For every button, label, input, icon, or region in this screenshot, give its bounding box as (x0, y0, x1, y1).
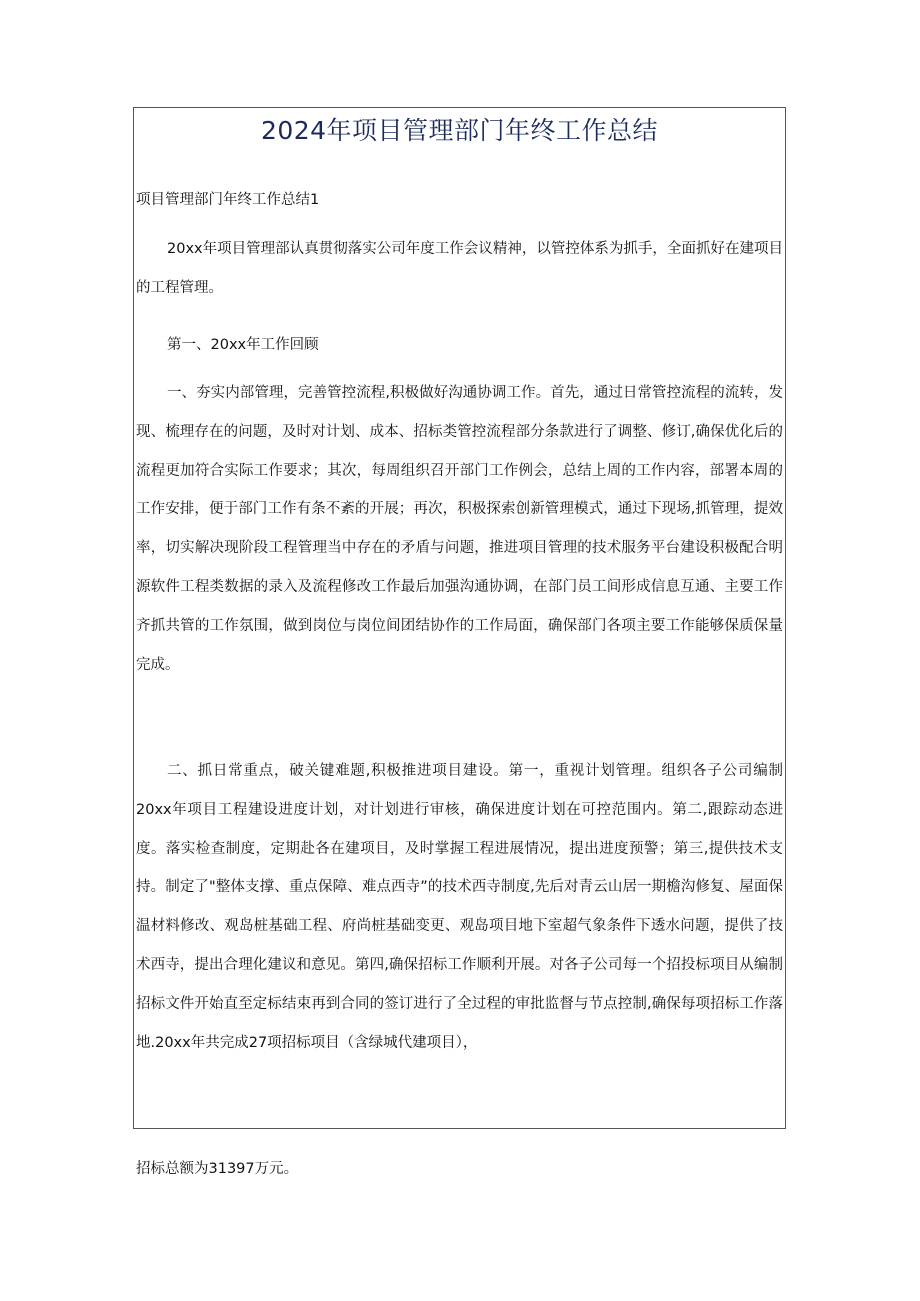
paragraph-project-construction: 二、抓日常重点，破关键难题,积极推进项目建设。第一，重视计划管理。组织各子公司编制20xx年项目工程建设进度计划，对计划进行审核，确保进度计划在可控范围内。第二,跟踪动态进度。落实检查制度，定期赴各在建项目，及时掌握工程进展情况，提出进度预警；第三,提供技术支持。制定了"整体支撑、重点保障、难点西寺”的技术西寺制度,先后对青云山居一期檐沟修复、屋面保温材料修改、观岛桩基础工程、府尚桩基础变更、观岛项目地下室超气象条件下透水问题，提供了技术西寺，提出合理化建议和意见。第四,确保招标工作顺利开展。对各子公司每一个招投标项目从编制招标文件开始直至定标结束再到合同的签订进行了全过程的审批监督与节点控制,确保每项招标工作落地.20xx年共完成27项招标项目（含绿城代建项目）， (136, 763, 783, 1051)
paragraph-internal-management: 一、夯实内部管理，完善管控流程,积极做好沟通协调工作。首先，通过日常管控流程的流转，发现、梳理存在的问题，及时对计划、成本、招标类管控流程部分条款进行了调整、修订,确保优化后的流程更加符合实际工作要求；其次，每周组织召开部门工作例会，总结上周的工作内容，部署本周的工作安排，便于部门工作有条不紊的开展；再次，积极探索创新管理模式，通过下现场,抓管理，提效率，切实解决现阶段工程管理当中存在的矛盾与问题，推进项目管理的技术服务平台建设积极配合明源软件工程类数据的录入及流程修改工作最后加强沟通协调，在部门员工间形成信息互通、主要工作齐抓共管的工作氛围，做到岗位与岗位间团结协作的工作局面，确保部门各项主要工作能够保质保量完成。 (136, 385, 783, 673)
paragraph-intro: 20xx年项目管理部认真贯彻落实公司年度工作会议精神，以管控体系为抓手，全面抓好在建项目的工程管理。 (136, 241, 783, 296)
document-title: 2024年项目管理部门年终工作总结 (260, 116, 659, 145)
paragraph-review-heading: 第一、20xx年工作回顾 (167, 337, 319, 353)
trailing-text: 招标总额为31397万元。 (136, 1161, 299, 1177)
section-heading: 项目管理部门年终工作总结1 (136, 192, 320, 208)
